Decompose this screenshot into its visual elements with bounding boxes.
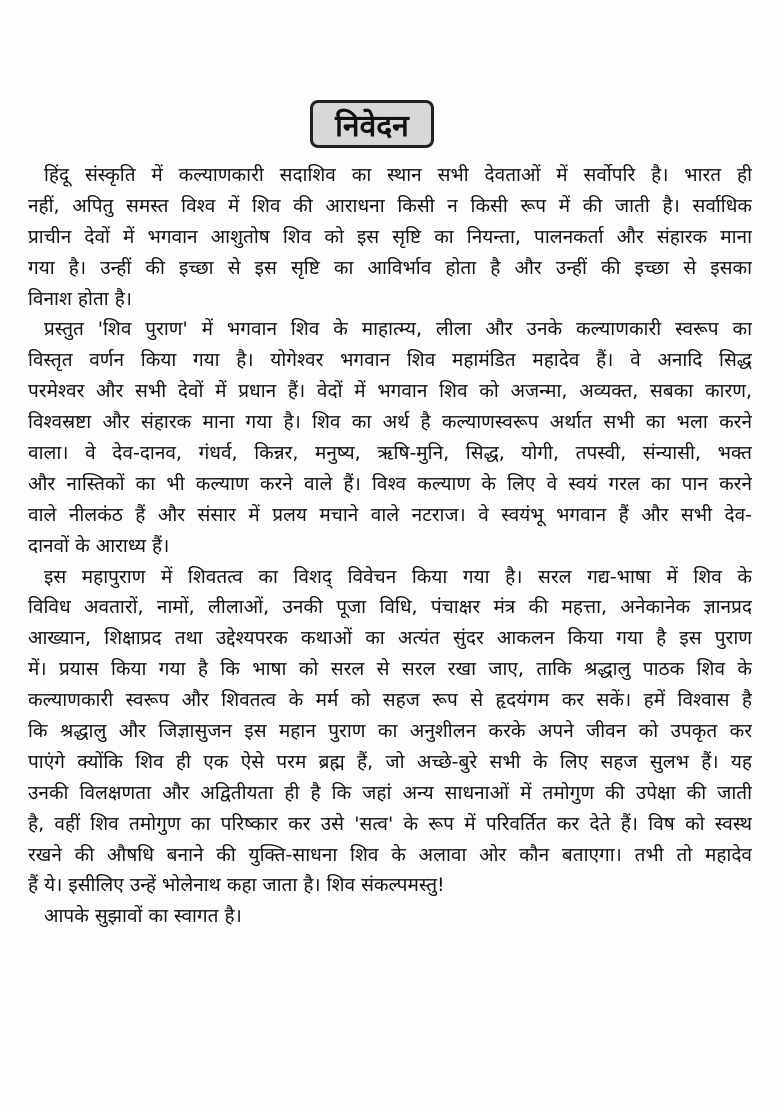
text-line: प्रस्तुत 'शिव पुराण' में भगवान शिव के माहात्म्य, लीला और उनके कल्याणकारी स्वरूप का — [44, 318, 752, 341]
text-line: उनकी विलक्षणता और अद्वितीयता ही है कि जहां अन्य साधनाओं में तमोगुण की उपेक्षा की जाती — [28, 781, 752, 804]
text-line: विस्तृत वर्णन किया गया है। योगेश्वर भगवान शिव महामंडित महादेव हैं। वे अनादि सिद्ध — [28, 349, 752, 372]
text-line: विश्वस्रष्टा और संहारक माना गया है। शिव का अर्थ है कल्याणस्वरूप अर्थात सभी का भला करने — [28, 411, 752, 434]
text-line: प्राचीन देवों में भगवान आशुतोष शिव को इस सृष्टि का नियन्ता, पालनकर्ता और संहारक माना — [28, 225, 752, 248]
text-line: में। प्रयास किया गया है कि भाषा को सरल से सरल रखा जाए, ताकि श्रद्धालु पाठक शिव के — [28, 658, 752, 681]
page-title: निवेदन — [310, 100, 434, 148]
document-body — [28, 160, 752, 932]
text-line: कि श्रद्धालु और जिज्ञासुजन इस महान पुराण का अनुशीलन करके अपने जीवन को उपकृत कर — [28, 720, 752, 743]
text-line: कल्याणकारी स्वरूप और शिवतत्व के मर्म को सहज रूप से हृदयंगम कर सकें। हमें विश्वास है — [28, 689, 752, 712]
text-line: आपके सुझावों का स्वागत है। — [44, 905, 242, 928]
text-line: और नास्तिकों का भी कल्याण करने वाले हैं। विश्व कल्याण के लिए वे स्वयं गरल का पान करने — [28, 472, 752, 495]
text-line: इस महापुराण में शिवतत्व का विशद् विवेचन किया गया है। सरल गद्य-भाषा में शिव के — [44, 565, 752, 588]
text-line: परमेश्वर और सभी देवों में प्रधान हैं। वेदों में भगवान शिव को अजन्मा, अव्यक्त, सबका कारण, — [28, 380, 752, 403]
text-line: वाले नीलकंठ हैं और संसार में प्रलय मचाने वाले नटराज। वे स्वयंभू भगवान हैं और सभी देव- — [28, 503, 752, 526]
text-line: विनाश होता है। — [28, 287, 133, 310]
text-line: रखने की औषधि बनाने की युक्ति-साधना शिव के अलावा ओर कौन बताएगा। तभी तो महादेव — [28, 843, 752, 866]
text-line: गया है। उन्हीं की इच्छा से इस सृष्टि का आविर्भाव होता है और उन्हीं की इच्छा से इसका — [28, 256, 752, 279]
text-line: नहीं, अपितु समस्त विश्व में शिव की आराधना किसी न किसी रूप में की जाती है। सर्वाधिक — [28, 194, 752, 217]
text-line: दानवों के आराध्य हैं। — [28, 534, 170, 557]
text-line: है, वहीं शिव तमोगुण का परिष्कार कर उसे 'सत्व' के रूप में परिवर्तित कर देते हैं। विष को स्वस्थ — [28, 812, 752, 835]
text-line: विविध अवतारों, नामों, लीलाओं, उनकी पूजा विधि, पंचाक्षर मंत्र की महत्ता, अनेकानेक ज्ञानप्रद — [28, 596, 752, 619]
text-line: आख्यान, शिक्षाप्रद तथा उद्देश्यपरक कथाओं का अत्यंत सुंदर आकलन किया गया है इस पुराण — [28, 627, 752, 650]
text-line: वाला। वे देव-दानव, गंधर्व, किन्नर, मनुष्य, ऋषि-मुनि, सिद्ध, योगी, तपस्वी, संन्यासी, भक्त — [28, 442, 752, 465]
text-line: हैं ये। इसीलिए उन्हें भोलेनाथ कहा जाता है। शिव संकल्पमस्तु! — [28, 874, 445, 897]
text-line: हिंदू संस्कृति में कल्याणकारी सदाशिव का स्थान सभी देवताओं में सर्वोपरि है। भारत ही — [44, 164, 752, 186]
text-line: पाएंगे क्योंकि शिव ही एक ऐसे परम ब्रह्म हैं, जो अच्छे-बुरे सभी के लिए सहज सुलभ हैं। यह — [28, 750, 752, 773]
